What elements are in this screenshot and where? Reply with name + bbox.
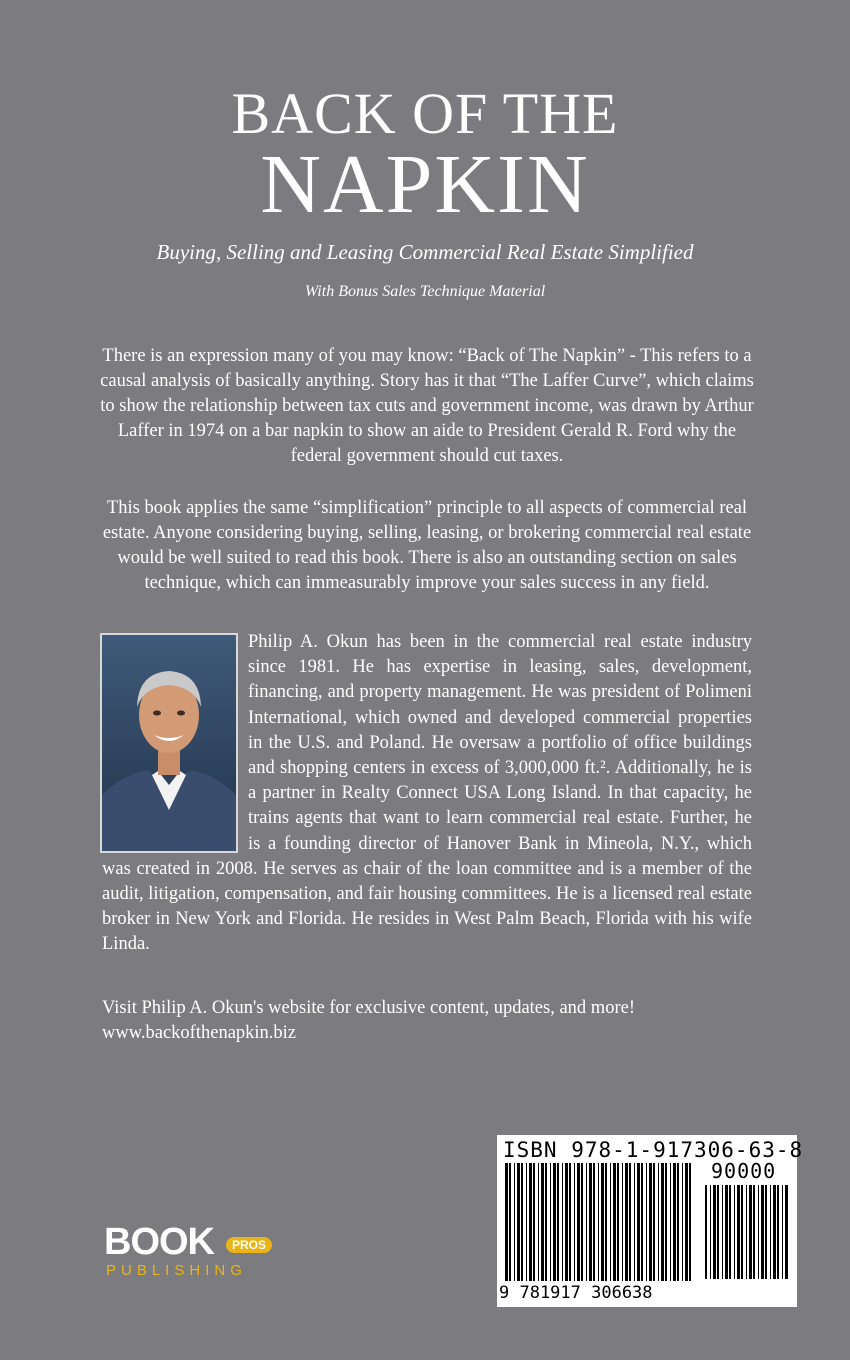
barcode-bar [777, 1185, 779, 1279]
barcode-bar [782, 1185, 783, 1279]
barcode-bar [521, 1163, 523, 1281]
barcode-bar [517, 1163, 520, 1281]
barcode-bar [753, 1185, 755, 1279]
barcode-bar [758, 1185, 759, 1279]
barcode-bar [593, 1163, 595, 1281]
publisher-logo-book: BOOK [104, 1221, 214, 1263]
barcode-bar [581, 1163, 583, 1281]
barcode-bar [617, 1163, 619, 1281]
barcode-bar [601, 1163, 604, 1281]
barcode-bar [661, 1163, 664, 1281]
barcode-bar [569, 1163, 571, 1281]
publisher-logo-tagline: PUBLISHING [106, 1262, 247, 1279]
publisher-logo [104, 1222, 294, 1282]
barcode-bar [529, 1163, 532, 1281]
book-title-line-1: BACK OF THE [231, 81, 619, 146]
barcode-bar [749, 1185, 752, 1279]
barcode-bar [514, 1163, 515, 1281]
barcode-bar [533, 1163, 535, 1281]
isbn-number: ISBN 978-1-917306-63-8 [503, 1138, 804, 1162]
website-url: www.backofthenapkin.biz [102, 1023, 297, 1043]
ean-barcode-bars [505, 1163, 695, 1287]
barcode-bar [553, 1163, 556, 1281]
barcode-bar [598, 1163, 599, 1281]
barcode-bar [545, 1163, 547, 1281]
author-bio [102, 630, 752, 958]
book-subtitle: Buying, Selling and Leasing Commercial Real Estate Simplified [156, 240, 694, 264]
barcode-bar [717, 1185, 719, 1279]
barcode-bar [665, 1163, 667, 1281]
isbn-barcode [497, 1135, 804, 1307]
author-bio-text: Philip A. Okun has been in the commercial real estate industry since 1981. He has expertise in leasing, sales, development, financing, and property management. He was president of Polimeni International, which owned and developed commercial properties in the U.S. and Poland. He oversaw a portfolio of office buildings and shopping centers in excess of 3,000,000 ft.². Additionally, he is a partner in Realty Connect USA Long Island. In that capacity, he trains agents that want to learn commercial real estate. Further, he is a founding director of Hanover Bank in Mineola, N.Y., which was created in 2008. He serves as chair of the loan committee and is a member of the audit, litigation, compensation, and fair housing committees. He is a licensed real estate broker in New York and Florida. He resides in West Palm Beach, Florida with his wife Linda. [102, 632, 752, 955]
barcode-bar [710, 1185, 711, 1279]
photo-wrap-space [102, 630, 248, 846]
barcode-bar [737, 1185, 740, 1279]
ean-digits: 9 781917 306638 [499, 1283, 653, 1303]
barcode-bar [705, 1185, 707, 1279]
barcode-bar [725, 1185, 728, 1279]
barcode-bar [541, 1163, 544, 1281]
addon-barcode-bars [705, 1185, 791, 1279]
barcode-bar [677, 1163, 679, 1281]
price-code: 90000 [711, 1159, 777, 1183]
barcode-bar [658, 1163, 659, 1281]
description-paragraph-2: This book applies the same “simplification” principle to all aspects of commercial real estate. Anyone considering buying, selling, leasing, or brokering commercial real estate would be well suited to read this book. There is also an outstanding section on sales technique, which can immeasurably improve your sales success in any field. [102, 498, 752, 593]
barcode-bar [682, 1163, 683, 1281]
barcode-bar [538, 1163, 539, 1281]
barcode-bar [741, 1185, 743, 1279]
barcode-bar [646, 1163, 647, 1281]
barcode-bar [622, 1163, 623, 1281]
barcode-bar [722, 1185, 723, 1279]
barcode-bar [713, 1185, 716, 1279]
barcode-bar [505, 1163, 508, 1281]
barcode-bar [765, 1185, 767, 1279]
barcode-bar [673, 1163, 676, 1281]
barcode-bar [605, 1163, 607, 1281]
barcode-bar [562, 1163, 563, 1281]
barcode-bar [729, 1185, 731, 1279]
barcode-bar [670, 1163, 671, 1281]
publisher-logo-pros-badge: PROS [226, 1237, 272, 1253]
barcode-bar [550, 1163, 551, 1281]
bonus-tagline: With Bonus Sales Technique Material [304, 283, 546, 300]
barcode-bar [565, 1163, 568, 1281]
barcode-bar [649, 1163, 652, 1281]
barcode-bar [586, 1163, 587, 1281]
barcode-bar [641, 1163, 643, 1281]
description-paragraph-1: There is an expression many of you may know: “Back of The Napkin” - This refers to a causal analysis of basically anything. Story has it that “The Laffer Curve”, which claims to show the relationship between tax cuts and government income, was drawn by Arthur Laffer in 1974 on a bar napkin to show an aide to President Gerald R. Ford why the federal government should cut taxes. [100, 346, 754, 466]
barcode-bar [557, 1163, 559, 1281]
barcode-bar [689, 1163, 691, 1281]
barcode-bar [629, 1163, 631, 1281]
barcode-bar [613, 1163, 616, 1281]
barcode-bar [773, 1185, 776, 1279]
barcode-bar [653, 1163, 655, 1281]
barcode-bar [746, 1185, 747, 1279]
barcode-bar [770, 1185, 771, 1279]
website-promo [102, 996, 752, 1046]
barcode-bar [509, 1163, 511, 1281]
book-title-line-2: NAPKIN [260, 138, 590, 231]
barcode-bar [526, 1163, 527, 1281]
barcode-bar [574, 1163, 575, 1281]
barcode-bar [634, 1163, 635, 1281]
barcode-bar [685, 1163, 688, 1281]
barcode-bar [637, 1163, 640, 1281]
barcode-bar [785, 1185, 788, 1279]
barcode-bar [589, 1163, 592, 1281]
barcode-bar [625, 1163, 628, 1281]
barcode-bar [734, 1185, 735, 1279]
barcode-bar [761, 1185, 764, 1279]
website-promo-text: Visit Philip A. Okun's website for exclusive content, updates, and more! [102, 998, 635, 1018]
barcode-bar [610, 1163, 611, 1281]
barcode-bar [577, 1163, 580, 1281]
